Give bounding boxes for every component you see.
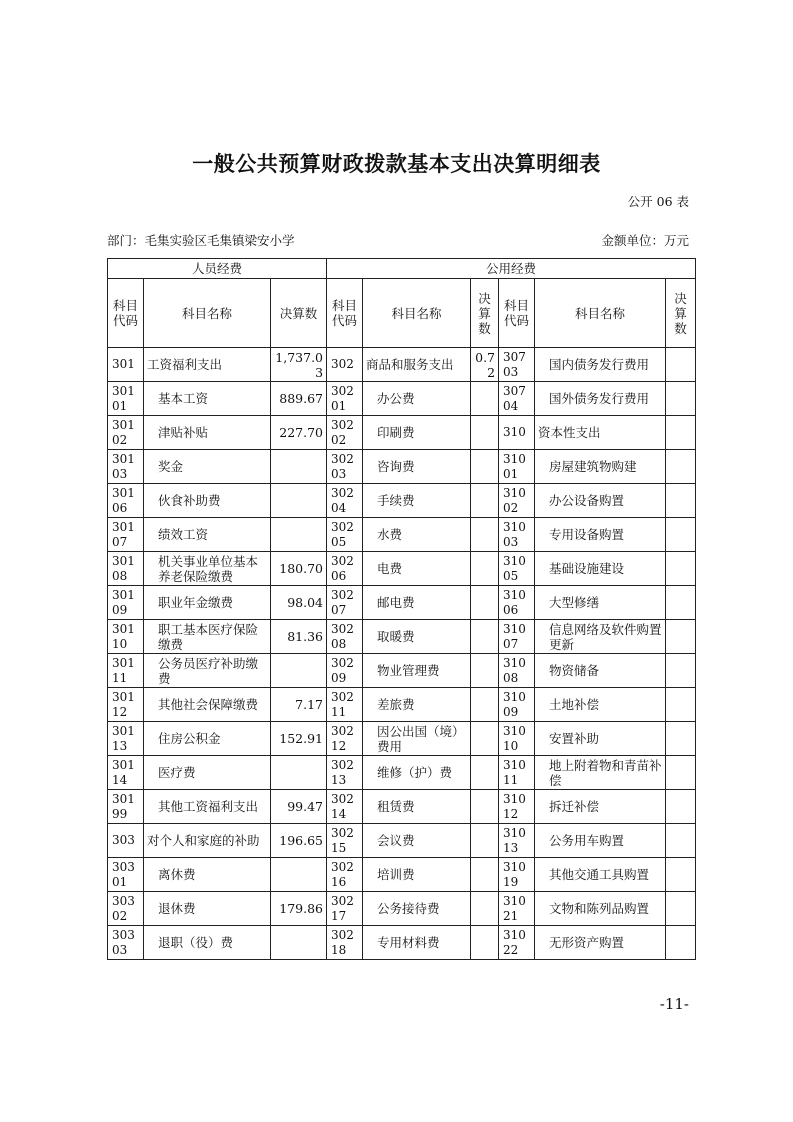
amount [666,620,696,654]
subject-name: 其他交通工具购置 [535,858,666,892]
public-expense-header: 公用经费 [327,259,696,279]
amount [666,892,696,926]
subject-code: 31006 [499,586,535,620]
table-row [108,416,696,450]
subject-name: 因公出国（境）费用 [363,722,471,756]
amount [471,484,499,518]
subject-code: 30113 [108,722,144,756]
subject-code: 303 [108,824,144,858]
amount [471,654,499,688]
subject-name: 住房公积金 [144,722,271,756]
subject-code: 30201 [327,382,363,416]
amount [271,926,327,960]
table-row [108,620,696,654]
subject-name: 职业年金缴费 [144,586,271,620]
subject-name: 奖金 [144,450,271,484]
amount [666,416,696,450]
table-row [108,790,696,824]
subject-name: 物业管理费 [363,654,471,688]
subject-code: 30703 [499,348,535,382]
amount [666,586,696,620]
amount: 152.91 [271,722,327,756]
subject-name: 退职（役）费 [144,926,271,960]
amount [666,348,696,382]
subject-name: 办公费 [363,382,471,416]
subject-code: 30202 [327,416,363,450]
subject-code: 30103 [108,450,144,484]
amount [471,926,499,960]
subject-code: 30217 [327,892,363,926]
amount [471,450,499,484]
subject-name: 绩效工资 [144,518,271,552]
subject-code: 30303 [108,926,144,960]
amount [271,858,327,892]
subject-name: 拆迁补偿 [535,790,666,824]
subject-name: 商品和服务支出 [363,348,471,382]
amount [471,688,499,722]
amount [471,416,499,450]
table-row [108,688,696,722]
subject-code: 30209 [327,654,363,688]
amount-unit-label: 金额单位：万元 [601,233,689,248]
amount [666,688,696,722]
subject-code: 30206 [327,552,363,586]
amount [471,756,499,790]
subject-name: 租赁费 [363,790,471,824]
subject-name: 土地补偿 [535,688,666,722]
amount [471,790,499,824]
table-row [108,722,696,756]
subject-code: 30109 [108,586,144,620]
subject-name: 办公设备购置 [535,484,666,518]
subject-code: 31001 [499,450,535,484]
table-row [108,892,696,926]
subject-name: 维修（护）费 [363,756,471,790]
table-row [108,654,696,688]
subject-name: 伙食补助费 [144,484,271,518]
amount: 81.36 [271,620,327,654]
subject-code: 30107 [108,518,144,552]
amount [471,518,499,552]
amount [666,518,696,552]
name-header: 科目名称 [144,279,271,348]
subject-name: 对个人和家庭的补助 [144,824,271,858]
subject-code: 31008 [499,654,535,688]
subject-name: 公务用车购置 [535,824,666,858]
subject-name: 培训费 [363,858,471,892]
subject-name: 邮电费 [363,586,471,620]
amount: 227.70 [271,416,327,450]
subject-code: 30216 [327,858,363,892]
amount [666,824,696,858]
subject-name: 其他工资福利支出 [144,790,271,824]
table-row [108,348,696,382]
subject-name: 差旅费 [363,688,471,722]
table-row [108,824,696,858]
subject-name: 信息网络及软件购置更新 [535,620,666,654]
table-row [108,552,696,586]
subject-code: 30199 [108,790,144,824]
subject-name: 机关事业单位基本养老保险缴费 [144,552,271,586]
subject-code: 30114 [108,756,144,790]
subject-name: 电费 [363,552,471,586]
subject-code: 30205 [327,518,363,552]
subject-name: 公务员医疗补助缴费 [144,654,271,688]
amount [271,654,327,688]
subject-name: 取暖费 [363,620,471,654]
amount [471,722,499,756]
amount [271,450,327,484]
amount [666,382,696,416]
amount [666,858,696,892]
subject-code: 31022 [499,926,535,960]
page-title: 一般公共预算财政拨款基本支出决算明细表 [192,152,601,176]
subject-name: 房屋建筑物购建 [535,450,666,484]
amount: 180.70 [271,552,327,586]
table-row [108,518,696,552]
subject-name: 文物和陈列品购置 [535,892,666,926]
table-row [108,926,696,960]
name-header: 科目名称 [363,279,471,348]
subject-name: 医疗费 [144,756,271,790]
subject-code: 30207 [327,586,363,620]
code-header: 科目代码 [108,279,144,348]
amount [271,518,327,552]
amount [471,620,499,654]
amount [666,756,696,790]
subject-code: 31011 [499,756,535,790]
subject-code: 30110 [108,620,144,654]
amount: 889.67 [271,382,327,416]
subject-name: 大型修缮 [535,586,666,620]
expenditure-table [107,258,696,960]
subject-code: 310 [499,416,535,450]
subject-code: 31010 [499,722,535,756]
amount [666,450,696,484]
amount: 0.72 [471,348,499,382]
amount [666,654,696,688]
subject-name: 公务接待费 [363,892,471,926]
subject-code: 31019 [499,858,535,892]
subject-name: 基础设施建设 [535,552,666,586]
page-number: -11- [659,995,689,1013]
amount [666,790,696,824]
subject-name: 安置补助 [535,722,666,756]
amount [471,824,499,858]
subject-name: 其他社会保障缴费 [144,688,271,722]
subject-code: 30208 [327,620,363,654]
subject-code: 30218 [327,926,363,960]
amount [471,858,499,892]
subject-code: 31013 [499,824,535,858]
table-row [108,450,696,484]
subject-name: 基本工资 [144,382,271,416]
subject-name: 会议费 [363,824,471,858]
amount [471,552,499,586]
amount: 7.17 [271,688,327,722]
amount: 179.86 [271,892,327,926]
subject-code: 31007 [499,620,535,654]
subject-code: 30215 [327,824,363,858]
name-header: 科目名称 [535,279,666,348]
subject-code: 30203 [327,450,363,484]
subject-code: 30301 [108,858,144,892]
amount [471,586,499,620]
subject-name: 无形资产购置 [535,926,666,960]
subject-code: 30106 [108,484,144,518]
subject-name: 离休费 [144,858,271,892]
subject-name: 国外债务发行费用 [535,382,666,416]
subject-code: 30111 [108,654,144,688]
subject-code: 30704 [499,382,535,416]
subject-name: 物资储备 [535,654,666,688]
table-row [108,586,696,620]
subject-code: 30204 [327,484,363,518]
amount: 99.47 [271,790,327,824]
personnel-expense-header: 人员经费 [108,259,327,279]
subject-code: 302 [327,348,363,382]
amount [271,484,327,518]
amount [666,484,696,518]
subject-name: 水费 [363,518,471,552]
amount: 1,737.03 [271,348,327,382]
amount-header: 决算数 [666,279,696,348]
subject-code: 30213 [327,756,363,790]
subject-code: 30101 [108,382,144,416]
subject-code: 30212 [327,722,363,756]
amount [471,892,499,926]
amount [666,722,696,756]
subject-name: 国内债务发行费用 [535,348,666,382]
subject-name: 咨询费 [363,450,471,484]
amount [271,756,327,790]
subject-name: 工资福利支出 [144,348,271,382]
amount [666,552,696,586]
amount: 196.65 [271,824,327,858]
subject-code: 30214 [327,790,363,824]
subject-code: 31005 [499,552,535,586]
subject-name: 退休费 [144,892,271,926]
subject-code: 31009 [499,688,535,722]
subject-code: 31003 [499,518,535,552]
subject-code: 30108 [108,552,144,586]
subject-code: 31021 [499,892,535,926]
amount [471,382,499,416]
subject-name: 职工基本医疗保险缴费 [144,620,271,654]
subject-name: 专用材料费 [363,926,471,960]
subject-code: 30102 [108,416,144,450]
code-header: 科目代码 [327,279,363,348]
subject-code: 30302 [108,892,144,926]
amount [666,926,696,960]
subject-name: 手续费 [363,484,471,518]
subject-code: 30112 [108,688,144,722]
form-number: 公开 06 表 [627,194,689,209]
subject-name: 资本性支出 [535,416,666,450]
amount: 98.04 [271,586,327,620]
code-header: 科目代码 [499,279,535,348]
subject-code: 31012 [499,790,535,824]
amount-header: 决算数 [471,279,499,348]
table-row [108,484,696,518]
subject-name: 印刷费 [363,416,471,450]
subject-code: 30211 [327,688,363,722]
subject-code: 31002 [499,484,535,518]
table-row [108,756,696,790]
department-label: 部门：毛集实验区毛集镇梁安小学 [107,233,295,248]
subject-name: 津贴补贴 [144,416,271,450]
subject-name: 地上附着物和青苗补偿 [535,756,666,790]
amount-header: 决算数 [271,279,327,348]
subject-name: 专用设备购置 [535,518,666,552]
table-row [108,858,696,892]
subject-code: 301 [108,348,144,382]
table-row [108,382,696,416]
